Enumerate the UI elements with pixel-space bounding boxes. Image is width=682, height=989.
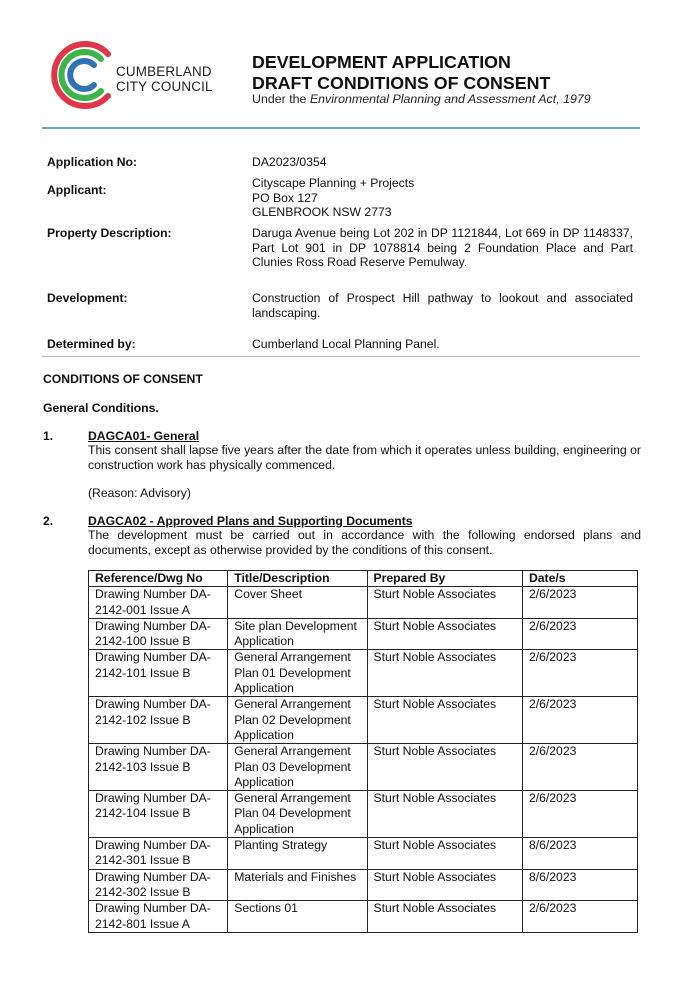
prepared-by-cell: Sturt Noble Associates xyxy=(367,618,522,650)
reference-cell: Drawing Number DA-2142-103 Issue B xyxy=(89,744,228,791)
date-cell: 8/6/2023 xyxy=(522,869,637,901)
title-cell: General Arrangement Plan 01 Development Application xyxy=(228,650,367,697)
reference-cell: Drawing Number DA-2142-102 Issue B xyxy=(89,697,228,744)
reference-cell: Drawing Number DA-2142-302 Issue B xyxy=(89,869,228,901)
application-no-value: DA2023/0354 xyxy=(252,155,327,169)
applicant-label: Applicant: xyxy=(47,183,107,197)
table-row xyxy=(89,869,638,901)
table-row xyxy=(89,650,638,697)
table-header-row xyxy=(89,571,638,587)
date-cell: 2/6/2023 xyxy=(522,901,637,933)
prepared-by-cell: Sturt Noble Associates xyxy=(367,869,522,901)
title-cell: General Arrangement Plan 04 Development Application xyxy=(228,791,367,838)
applicant-name: Cityscape Planning + Projects xyxy=(252,176,415,190)
table-row xyxy=(89,697,638,744)
prepared-by-cell: Sturt Noble Associates xyxy=(367,744,522,791)
conditions-heading: CONDITIONS OF CONSENT xyxy=(43,372,203,386)
subtitle-act: Environmental Planning and Assessment Act, 1979 xyxy=(309,92,591,106)
determined-label: Determined by: xyxy=(47,337,136,351)
approved-plans-table xyxy=(88,570,638,933)
prepared-by-cell: Sturt Noble Associates xyxy=(367,838,522,870)
title-line-2: DRAFT CONDITIONS OF CONSENT xyxy=(252,73,551,93)
logo-text xyxy=(116,64,213,94)
prepared-by-cell: Sturt Noble Associates xyxy=(367,697,522,744)
table-row xyxy=(89,791,638,838)
date-cell: 2/6/2023 xyxy=(522,697,637,744)
council-logo-icon xyxy=(48,40,118,110)
date-cell: 2/6/2023 xyxy=(522,791,637,838)
property-value: Daruga Avenue being Lot 202 in DP 1121844, Lot 669 in DP 1148337, Part Lot 901 in DP 1078814 being 2 Foundation Place and Part Clunies Ross Road Reserve Pemulway. xyxy=(252,226,633,270)
condition-2-title: DAGCA02 - Approved Plans and Supporting Documents xyxy=(88,514,413,528)
column-header-title: Title/Description xyxy=(228,571,367,587)
condition-2-number: 2. xyxy=(43,514,54,528)
condition-1-reason: (Reason: Advisory) xyxy=(88,486,191,500)
reference-cell: Drawing Number DA-2142-101 Issue B xyxy=(89,650,228,697)
general-conditions-heading: General Conditions. xyxy=(43,401,159,415)
reference-cell: Drawing Number DA-2142-801 Issue A xyxy=(89,901,228,933)
info-divider xyxy=(42,356,640,357)
title-cell: General Arrangement Plan 02 Development Application xyxy=(228,697,367,744)
condition-1-text: This consent shall lapse five years after the date from which it operates unless building, engineering or construction work has physically commenced. xyxy=(88,443,641,472)
title-cell: Cover Sheet xyxy=(228,587,367,619)
condition-2-text: The development must be carried out in accordance with the following endorsed plans and documents, except as otherwise provided by the conditions of this consent. xyxy=(88,528,641,557)
date-cell: 8/6/2023 xyxy=(522,838,637,870)
prepared-by-cell: Sturt Noble Associates xyxy=(367,587,522,619)
development-label: Development: xyxy=(47,291,128,305)
reference-cell: Drawing Number DA-2142-100 Issue B xyxy=(89,618,228,650)
logo-line-1: CUMBERLAND xyxy=(116,64,212,79)
table-row xyxy=(89,901,638,933)
date-cell: 2/6/2023 xyxy=(522,650,637,697)
development-value: Construction of Prospect Hill pathway to lookout and associated landscaping. xyxy=(252,291,633,320)
title-line-1: DEVELOPMENT APPLICATION xyxy=(252,52,511,72)
table-row xyxy=(89,744,638,791)
date-cell: 2/6/2023 xyxy=(522,587,637,619)
document-subtitle xyxy=(252,92,591,106)
condition-1-number: 1. xyxy=(43,429,54,443)
application-no-label: Application No: xyxy=(47,155,138,169)
title-cell: Site plan Development Application xyxy=(228,618,367,650)
title-cell: Materials and Finishes xyxy=(228,869,367,901)
date-cell: 2/6/2023 xyxy=(522,744,637,791)
applicant-suburb: GLENBROOK NSW 2773 xyxy=(252,205,392,220)
determined-value: Cumberland Local Planning Panel. xyxy=(252,337,440,351)
title-cell: Sections 01 xyxy=(228,901,367,933)
table-row xyxy=(89,838,638,870)
applicant-po-box: PO Box 127 xyxy=(252,190,318,205)
table-row xyxy=(89,587,638,619)
applicant-value xyxy=(252,176,633,220)
title-cell: General Arrangement Plan 03 Development Application xyxy=(228,744,367,791)
prepared-by-cell: Sturt Noble Associates xyxy=(367,901,522,933)
property-label: Property Description: xyxy=(47,226,172,240)
date-cell: 2/6/2023 xyxy=(522,618,637,650)
reference-cell: Drawing Number DA-2142-104 Issue B xyxy=(89,791,228,838)
table-row xyxy=(89,618,638,650)
column-header-prepared-by: Prepared By xyxy=(367,571,522,587)
title-cell: Planting Strategy xyxy=(228,838,367,870)
prepared-by-cell: Sturt Noble Associates xyxy=(367,650,522,697)
prepared-by-cell: Sturt Noble Associates xyxy=(367,791,522,838)
column-header-reference: Reference/Dwg No xyxy=(89,571,228,587)
header-divider xyxy=(42,127,640,129)
column-header-date: Date/s xyxy=(522,571,637,587)
logo-line-2: CITY COUNCIL xyxy=(116,79,213,94)
reference-cell: Drawing Number DA-2142-001 Issue A xyxy=(89,587,228,619)
reference-cell: Drawing Number DA-2142-301 Issue B xyxy=(89,838,228,870)
subtitle-prefix: Under the xyxy=(252,92,310,106)
condition-1-title: DAGCA01- General xyxy=(88,429,200,443)
document-title xyxy=(252,52,550,94)
